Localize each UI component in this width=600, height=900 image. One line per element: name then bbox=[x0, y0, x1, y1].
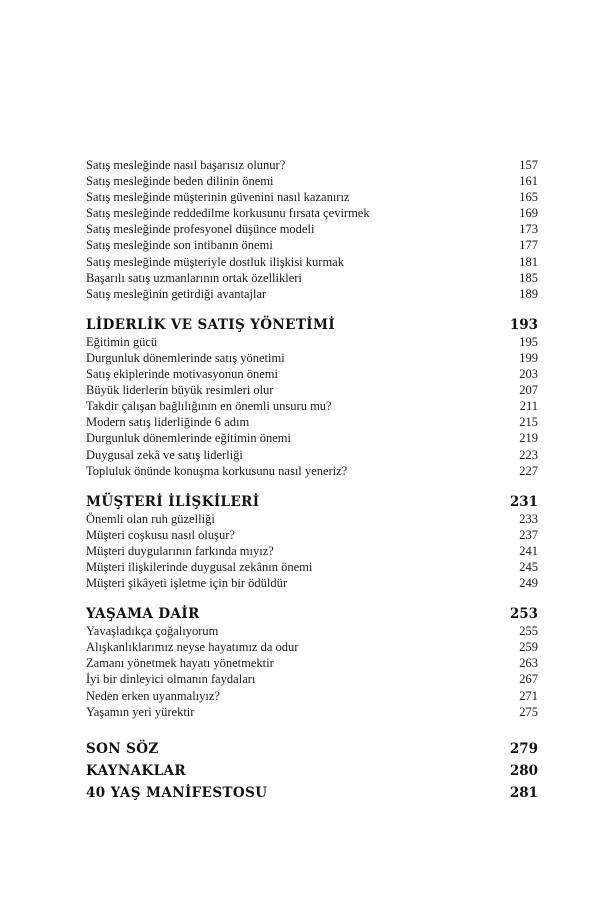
toc-entry bbox=[86, 270, 538, 286]
toc-entry-title: Satış mesleğinde profesyonel düşünce modeli bbox=[86, 222, 315, 237]
final-heading-page-number: 281 bbox=[509, 784, 538, 801]
toc-entry-page-number: 245 bbox=[519, 559, 538, 574]
toc-entry-page-number: 189 bbox=[519, 286, 538, 301]
toc-entry bbox=[86, 575, 538, 591]
toc-entry-page-number: 237 bbox=[519, 527, 538, 542]
toc-entry-title: İyi bir dinleyici olmanın faydaları bbox=[86, 672, 256, 687]
toc-entry-page-number: 195 bbox=[519, 334, 538, 349]
toc-entry bbox=[86, 511, 538, 527]
toc-entry bbox=[86, 688, 538, 704]
toc-entry bbox=[86, 205, 538, 221]
toc-section bbox=[86, 316, 538, 479]
toc-entry-title: Alışkanlıklarımız neyse hayatımız da odur bbox=[86, 640, 299, 655]
toc-entry-page-number: 165 bbox=[519, 190, 538, 205]
toc-entry bbox=[86, 527, 538, 543]
toc-entry bbox=[86, 254, 538, 270]
toc-entry-page-number: 157 bbox=[519, 158, 538, 172]
toc-entry bbox=[86, 398, 538, 414]
section-heading-title: LİDERLİK VE SATIŞ YÖNETİMİ bbox=[86, 316, 336, 333]
toc-entry bbox=[86, 671, 538, 687]
toc-entry-page-number: 223 bbox=[519, 447, 538, 462]
toc-entry bbox=[86, 366, 538, 382]
toc-entry-title: Müşteri duygularının farkında mıyız? bbox=[86, 543, 274, 558]
toc-entry bbox=[86, 189, 538, 205]
toc-entry bbox=[86, 221, 538, 237]
toc-entry-title: Satış mesleğinde müşteriyle dostluk ilişkisi kurmak bbox=[86, 254, 344, 269]
toc-entry-title: Modern satış liderliğinde 6 adım bbox=[86, 415, 250, 430]
toc-entry-page-number: 263 bbox=[519, 656, 538, 671]
toc-entry-title: Yavaşladıkça çoğalıyorum bbox=[86, 624, 219, 639]
toc-entry-page-number: 259 bbox=[519, 640, 538, 655]
toc-entry-title: Müşteri coşkusu nasıl oluşur? bbox=[86, 527, 235, 542]
toc-section-heading bbox=[86, 605, 538, 623]
toc-entry bbox=[86, 382, 538, 398]
toc-entry-title: Satış mesleğinde müşterinin güvenini nasıl kazanırız bbox=[86, 190, 350, 205]
toc-entry-title: Topluluk önünde konuşma korkusunu nasıl yeneriz? bbox=[86, 463, 348, 478]
toc-entry bbox=[86, 543, 538, 559]
toc-entry-title: Müşteri ilişkilerinde duygusal zekânın önemi bbox=[86, 559, 313, 574]
toc-entry-title: Neden erken uyanmalıyız? bbox=[86, 688, 220, 703]
toc-entry-page-number: 185 bbox=[519, 270, 538, 285]
toc-entry-page-number: 161 bbox=[519, 174, 538, 189]
toc-entry-page-number: 255 bbox=[519, 624, 538, 639]
toc-entry-page-number: 173 bbox=[519, 222, 538, 237]
toc-entry bbox=[86, 655, 538, 671]
toc-entry-title: Müşteri şikâyeti işletme için bir ödüldür bbox=[86, 576, 288, 591]
toc-entry-page-number: 219 bbox=[519, 431, 538, 446]
section-page-number: 253 bbox=[509, 606, 538, 623]
final-heading-title: 40 YAŞ MANİFESTOSU bbox=[86, 784, 268, 801]
section-heading-title: YAŞAMA DAİR bbox=[86, 606, 200, 623]
toc-entry-page-number: 199 bbox=[519, 350, 538, 365]
toc-entry bbox=[86, 463, 538, 479]
toc-entry-title: Duygusal zekâ ve satış liderliği bbox=[86, 447, 243, 462]
toc-section bbox=[86, 605, 538, 720]
toc-entry bbox=[86, 157, 538, 173]
toc-entry-page-number: 241 bbox=[519, 543, 538, 558]
toc-entry-page-number: 267 bbox=[519, 672, 538, 687]
toc-entry-page-number: 211 bbox=[519, 399, 538, 414]
toc-entry-title: Satış ekiplerinde motivasyonun önemi bbox=[86, 367, 278, 382]
final-heading-title: KAYNAKLAR bbox=[86, 762, 186, 779]
toc-entry-title: Başarılı satış uzmanlarının ortak özellikleri bbox=[86, 270, 302, 285]
toc-entry-page-number: 275 bbox=[519, 704, 538, 719]
toc-final-heading bbox=[86, 782, 538, 804]
toc-intro-group bbox=[86, 157, 538, 302]
toc-entry-title: Yaşamın yeri yürektir bbox=[86, 704, 195, 719]
toc-entry-title: Takdir çalışan bağlılığının en önemli unsuru mu? bbox=[86, 399, 332, 414]
toc-entry-title: Satış mesleğinde beden dilinin önemi bbox=[86, 174, 274, 189]
toc-entry-page-number: 177 bbox=[519, 238, 538, 253]
toc-final-group bbox=[86, 738, 538, 804]
table-of-contents bbox=[86, 157, 538, 804]
toc-entry-title: Durgunluk dönemlerinde eğitimin önemi bbox=[86, 431, 291, 446]
section-page-number: 231 bbox=[509, 493, 538, 510]
toc-entry-page-number: 249 bbox=[519, 576, 538, 591]
toc-entry-page-number: 233 bbox=[519, 511, 538, 526]
toc-entry bbox=[86, 334, 538, 350]
toc-entry bbox=[86, 559, 538, 575]
toc-entry bbox=[86, 237, 538, 253]
toc-entry-title: Durgunluk dönemlerinde satış yönetimi bbox=[86, 350, 285, 365]
toc-section bbox=[86, 493, 538, 591]
toc-entry-title: Satış mesleğinin getirdiği avantajlar bbox=[86, 286, 267, 301]
toc-entry-title: Eğitimin gücü bbox=[86, 334, 158, 349]
toc-entry-title: Zamanı yönetmek hayatı yönetmektir bbox=[86, 656, 274, 671]
toc-entry bbox=[86, 286, 538, 302]
toc-section-heading bbox=[86, 316, 538, 334]
toc-entry-title: Önemli olan ruh güzelliği bbox=[86, 511, 215, 526]
section-page-number: 193 bbox=[509, 316, 538, 333]
toc-final-heading bbox=[86, 760, 538, 782]
toc-entry bbox=[86, 173, 538, 189]
final-heading-page-number: 280 bbox=[509, 762, 538, 779]
toc-entry-page-number: 227 bbox=[519, 463, 538, 478]
toc-entry bbox=[86, 639, 538, 655]
toc-entry bbox=[86, 447, 538, 463]
toc-entry-page-number: 207 bbox=[519, 383, 538, 398]
toc-entry-page-number: 215 bbox=[519, 415, 538, 430]
toc-entry-title: Satış mesleğinde nasıl başarısız olunur? bbox=[86, 158, 286, 172]
toc-entry-title: Büyük liderlerin büyük resimleri olur bbox=[86, 383, 274, 398]
toc-final-heading bbox=[86, 738, 538, 760]
toc-entry bbox=[86, 704, 538, 720]
toc-entry-page-number: 169 bbox=[519, 206, 538, 221]
final-heading-title: SON SÖZ bbox=[86, 740, 159, 757]
toc-entry-page-number: 181 bbox=[519, 254, 538, 269]
toc-entry-title: Satış mesleğinde son intibanın önemi bbox=[86, 238, 273, 253]
toc-entry-page-number: 271 bbox=[519, 688, 538, 703]
final-heading-page-number: 279 bbox=[509, 740, 538, 757]
toc-entry-title: Satış mesleğinde reddedilme korkusunu fırsata çevirmek bbox=[86, 206, 370, 221]
toc-entry-page-number: 203 bbox=[519, 367, 538, 382]
toc-entry bbox=[86, 414, 538, 430]
toc-entry bbox=[86, 430, 538, 446]
toc-section-heading bbox=[86, 493, 538, 511]
section-heading-title: MÜŞTERİ İLİŞKİLERİ bbox=[86, 493, 260, 510]
toc-entry bbox=[86, 623, 538, 639]
toc-entry bbox=[86, 350, 538, 366]
